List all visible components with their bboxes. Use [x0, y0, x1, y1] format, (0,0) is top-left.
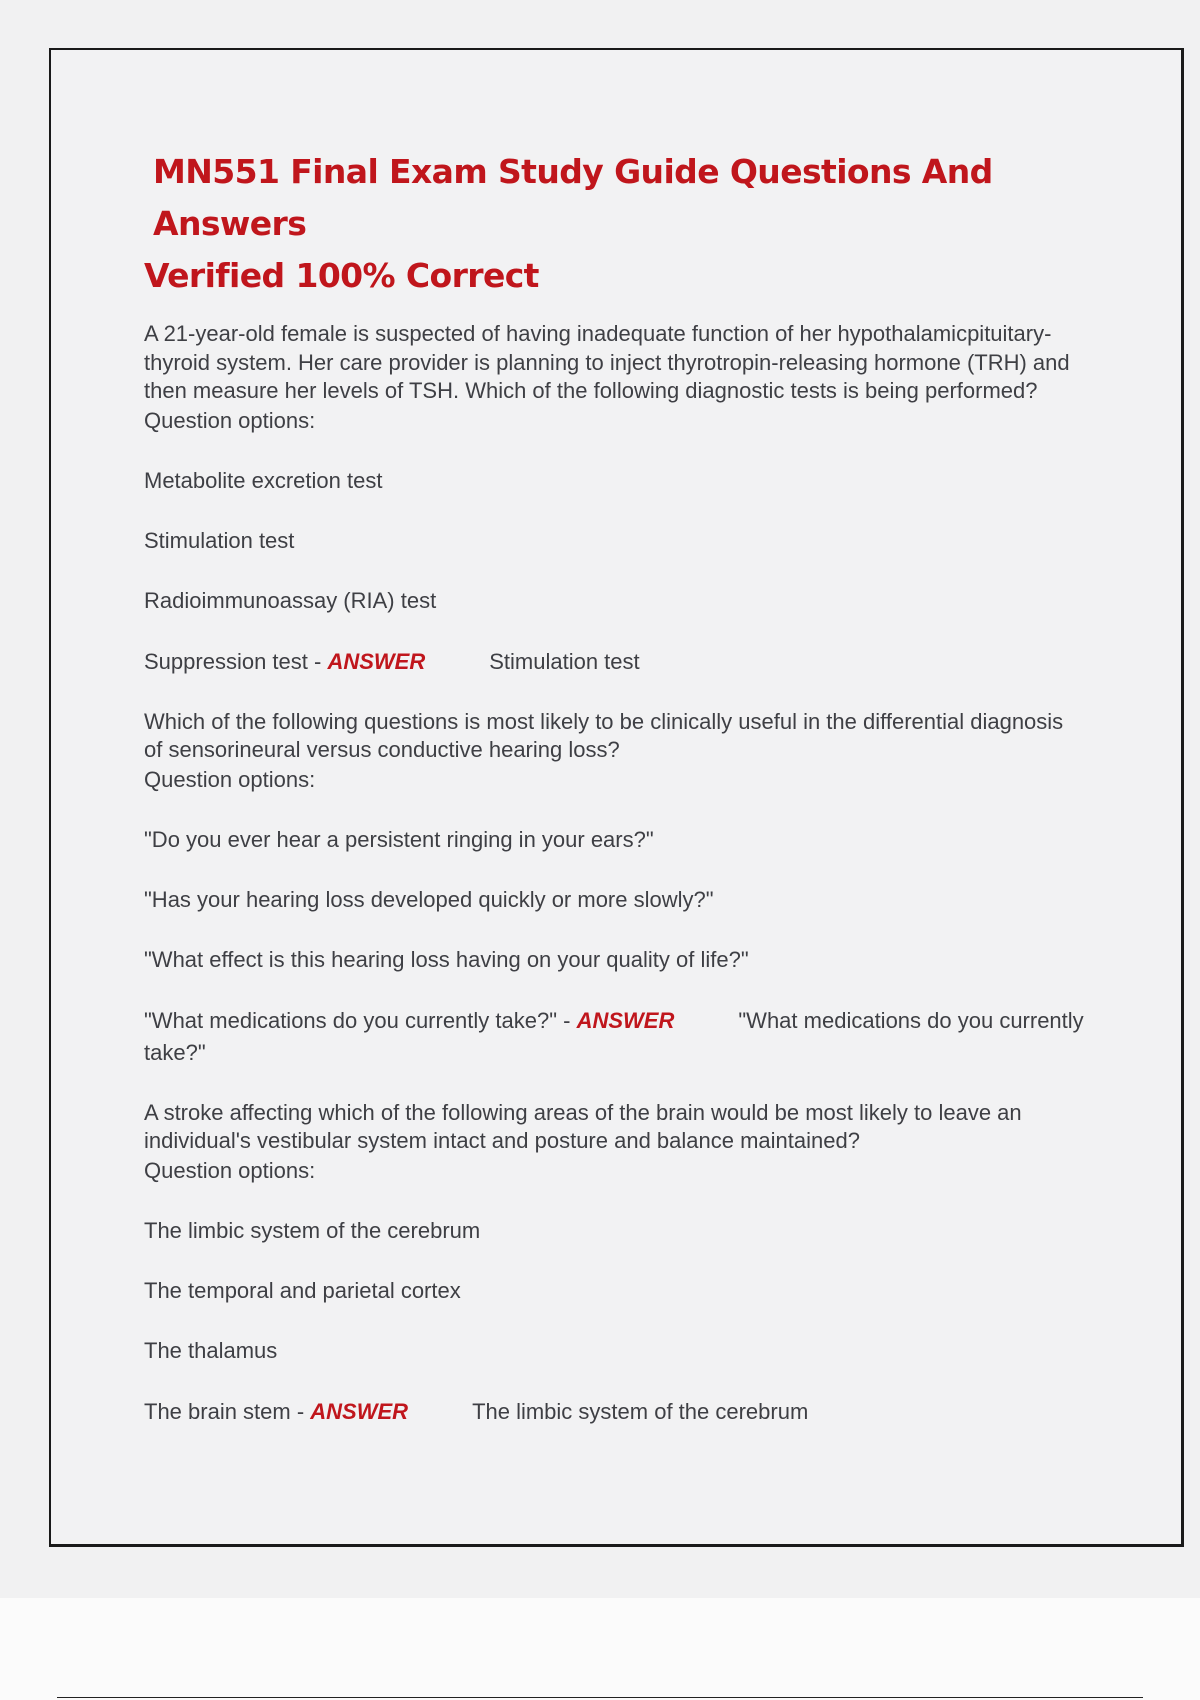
- option-item: "What effect is this hearing loss having on your quality of life?": [144, 946, 749, 972]
- option-item: Stimulation test: [144, 527, 295, 553]
- question-options-label: Question options:: [144, 1157, 316, 1183]
- document-content: [144, 146, 1104, 1458]
- last-option: The brain stem -: [144, 1398, 311, 1424]
- option-item: "Do you ever hear a persistent ringing in your ears?": [144, 826, 654, 852]
- option-item: The thalamus: [144, 1337, 278, 1363]
- question-block: [144, 708, 1104, 1069]
- answer-text: Stimulation test: [489, 648, 640, 674]
- question-stem: A 21-year-old female is suspected of having inadequate function of her hypothalamicpituitary-thyroid system. Her care provider is planning to inject thyrotropin-releasing hormone (TRH) and then measure her levels of TSH. Which of the following diagnostic tests is being performed?: [144, 321, 1070, 403]
- next-page-area: [0, 1598, 1200, 1700]
- question-options-label: Question options:: [144, 766, 316, 792]
- option-item: The temporal and parietal cortex: [144, 1277, 461, 1303]
- option-item: "Has your hearing loss developed quickly or more slowly?": [144, 886, 714, 912]
- last-option: Suppression test -: [144, 648, 328, 674]
- option-item: Metabolite excretion test: [144, 467, 383, 493]
- answer-text: The limbic system of the cerebrum: [472, 1398, 809, 1424]
- answer-keyword: ANSWER: [310, 1398, 409, 1424]
- title-line-1: MN551 Final Exam Study Guide Questions And Answers: [153, 152, 993, 243]
- question-options-label: Question options:: [144, 407, 316, 433]
- document-title: [144, 146, 1104, 302]
- page-divider: [57, 1697, 1143, 1698]
- answer-line: [144, 1396, 1104, 1428]
- question-block: [144, 320, 1104, 678]
- answer-keyword: ANSWER: [576, 1007, 675, 1033]
- answer-line: [144, 646, 1104, 678]
- question-block: [144, 1099, 1104, 1428]
- answer-keyword: ANSWER: [327, 648, 426, 674]
- answer-line: [144, 1005, 1104, 1069]
- option-item: The limbic system of the cerebrum: [144, 1217, 481, 1243]
- title-line-2: Verified 100% Correct: [144, 256, 539, 295]
- question-stem: A stroke affecting which of the following areas of the brain would be most likely to leave an individual's vestibular system intact and posture and balance maintained?: [144, 1099, 1022, 1153]
- option-item: Radioimmunoassay (RIA) test: [144, 587, 437, 613]
- question-stem: Which of the following questions is most likely to be clinically useful in the differential diagnosis of sensorineural versus conductive hearing loss?: [144, 708, 1064, 762]
- last-option: "What medications do you currently take?" -: [144, 1007, 577, 1033]
- answer-text: "What medications do you currently take?": [144, 1007, 1084, 1065]
